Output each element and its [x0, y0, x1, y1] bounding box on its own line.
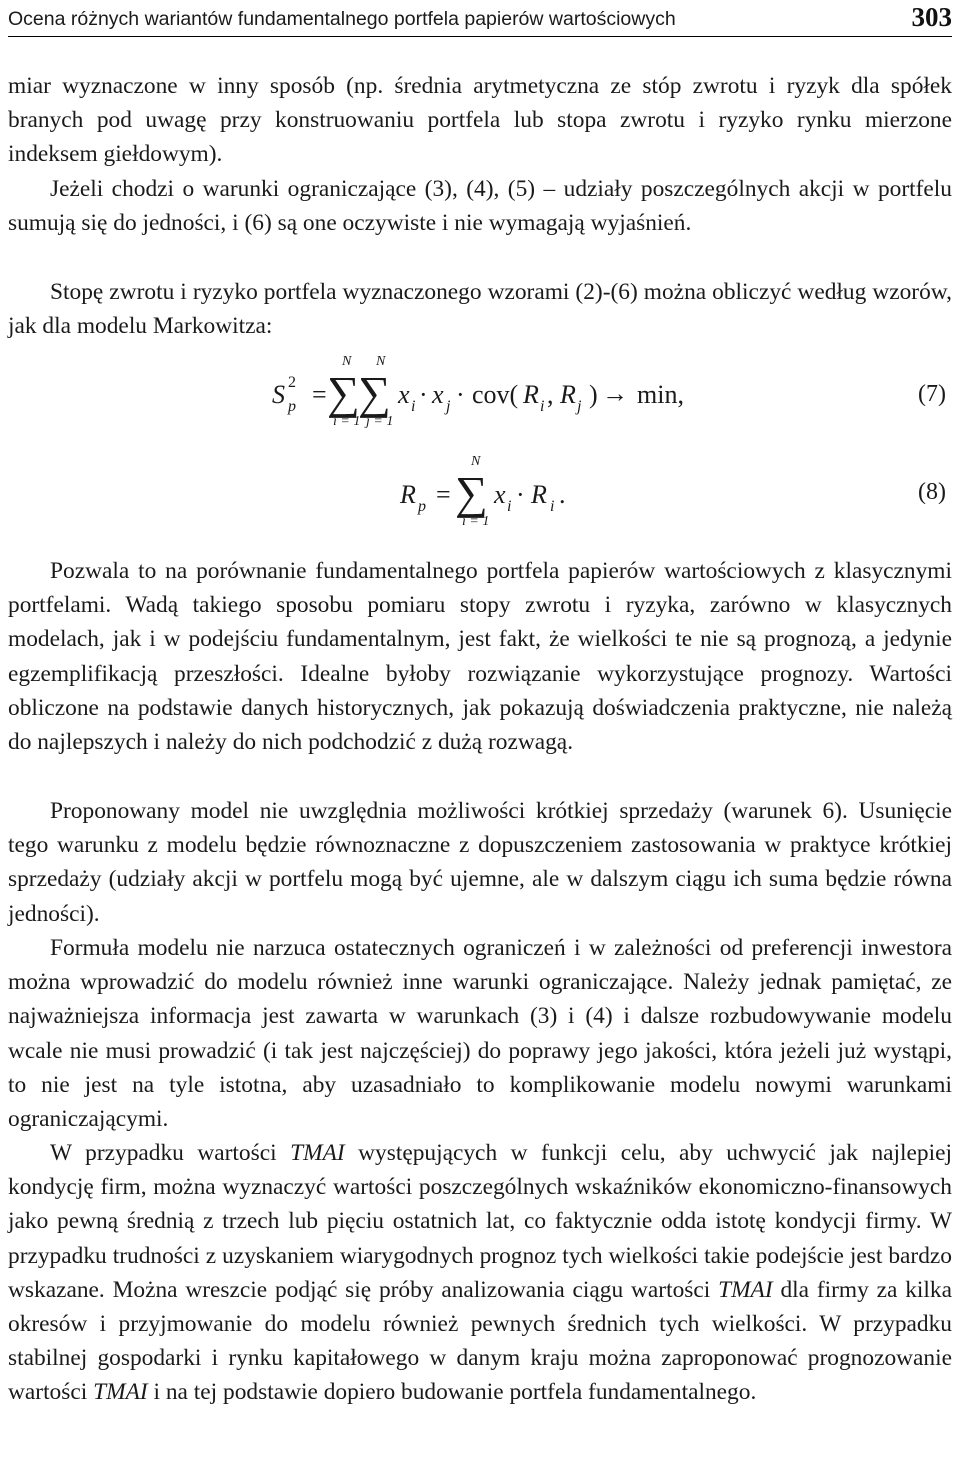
- formula-8-equals: =: [436, 480, 451, 509]
- formula-7-R-i-sub: i: [540, 398, 545, 415]
- paragraph-7-text-b: występujących w funkcji celu, aby uchwycić jak najlepiej kondycję firm, można wyznaczyć wartości poszczególnych wskaźników ekonomiczno-finansowych jako pewną średnią z trzech lub pięciu ostatnich lat, co faktycznie odda istotę kondycji firmy. W przypadku trudności z uzyskaniem wiarygodnych prognoz tych wielkości takie podejście jest bardzo wskazane. Można wreszcie podjąć się próby analizowania ciągu wartości: [8, 1140, 952, 1303]
- running-head: [8, 0, 952, 37]
- formula-8-R: R: [400, 480, 416, 509]
- formula-7-S-sub: p: [288, 398, 296, 415]
- formula-7-R-j-sub: j: [577, 398, 582, 415]
- paragraph-4: Pozwala to na porównanie fundamentalnego portfela papierów wartościowych z klasycznymi portfelami. Wadą takiego sposobu pomiaru stopy zwrotu i ryzyka, zarówno w klasycznych modelach, jak i w podejściu fundamentalnym, jest fakt, że wielkości te nie są prognozą, a jedynie egzemplifikacją przeszłości. Idealne byłoby rozwiązanie wykorzystujące prognozy. Wartości obliczone na podstawie danych historycznych, jak pokazują doświadczenia praktyczne, nie należą do najlepszych i należy do nich podchodzić z dużą rozwagą.: [8, 558, 952, 756]
- paragraph-6: Formuła modelu nie narzuca ostatecznych ograniczeń i w zależności od preferencji inwestora można wprowadzić do modelu również inne warunki ograniczające. Należy jednak pamiętać, ze najważniejsza informacja jest zawarta w warunkach (3) i (4) i dalsze rozbudowywanie modelu wcale nie musi prowadzić (i tak jest najczęściej) do poprawy jego jakości, która jeżeli już wystąpi, to nie jest na tyle istotna, aby uzasadniało to komplikowanie modelu nowymi warunkami ograniczającymi.: [8, 935, 952, 1133]
- paragraph-1: miar wyznaczone w inny sposób (np. średnia arytmetyczna ze stóp zwrotu i ryzyk dla spółek branych pod uwagę przy konstruowaniu portfela lub stopa zwrotu i ryzyko rynku mierzone indeksem giełdowym).: [8, 73, 952, 168]
- formula-8: [0, 452, 960, 542]
- formula-8-x: x: [494, 480, 506, 509]
- paragraph-7: [8, 1136, 952, 1410]
- equation-number-7: (7): [918, 381, 946, 407]
- formula-7-sum1-lower: i = 1: [333, 414, 361, 429]
- running-title: Ocena różnych wariantów fundamentalnego portfela papierów wartościowych: [8, 8, 676, 30]
- formula-7-S: S: [272, 380, 285, 409]
- formula-7-sum2-upper: N: [376, 354, 386, 369]
- page-number: 303: [911, 2, 952, 32]
- tmai-term: TMAI: [93, 1379, 148, 1406]
- formula-8-sum-lower: i = 1: [462, 514, 490, 529]
- formula-7-S-sup: 2: [288, 374, 296, 391]
- formula-7-x-i-sub: i: [411, 398, 416, 415]
- formula-7-cov: cov(: [472, 380, 519, 409]
- formula-8-R-sub: p: [418, 498, 426, 515]
- sum-icon: ∑: [455, 467, 488, 518]
- paragraph-7-text-c: dla firmy za kilka okresów i przyjmowanie do modelu również pewnych średnich tych wielkości. W przypadku stabilnej gospodarki i rynku kapitałowego w danym kraju można zaproponować prognozowanie wartości: [8, 1276, 952, 1406]
- formula-7-comma: ,: [547, 380, 554, 409]
- formula-7-R-j: R: [560, 380, 576, 409]
- sum-icon: ∑: [327, 367, 360, 418]
- formula-7-x-i: x: [398, 380, 410, 409]
- paragraph-7-text-a: W przypadku wartości: [50, 1140, 291, 1166]
- formula-7-sum2-lower: j = 1: [366, 414, 394, 429]
- formula-8-R-i-sub: i: [550, 498, 555, 515]
- tmai-term: TMAI: [290, 1140, 345, 1166]
- sum-icon: ∑: [358, 367, 391, 418]
- formula-8-dot: ·: [516, 480, 525, 509]
- formula-7-x-j: x: [432, 380, 444, 409]
- formula-8-x-sub: i: [507, 498, 512, 515]
- formula-8-period: .: [559, 480, 566, 509]
- paragraph-3: Stopę zwrotu i ryzyko portfela wyznaczonego wzorami (2)-(6) można obliczyć według wzorów, jak dla modelu Markowitza:: [8, 279, 952, 340]
- paragraph-7-text-d: i na tej podstawie dopiero budowanie portfela fundamentalnego.: [147, 1379, 757, 1406]
- formula-7-dot-1: ·: [419, 380, 428, 409]
- arrow-right-icon: →: [602, 379, 628, 408]
- formula-7-dot-2: ·: [456, 380, 465, 409]
- formula-7-x-j-sub: j: [446, 398, 451, 415]
- paragraph-5: Proponowany model nie uwzględnia możliwości krótkiej sprzedaży (warunek 6). Usunięcie tego warunku z modelu będzie równoznaczne z dopuszczeniem zastosowania w praktyce krótkiej sprzedaży (udziały akcji w portfelu mogą być ujemne, ale w dalszym ciągu ich suma będzie równa jedności).: [8, 798, 952, 927]
- paragraph-2: Jeżeli chodzi o warunki ograniczające (3), (4), (5) – udziały poszczególnych akcji w portfelu sumują się do jedności, i (6) są one oczywiste i nie wymagają wyjaśnień.: [8, 176, 952, 237]
- formula-7-R-i: R: [523, 380, 539, 409]
- equation-number-8: (8): [918, 479, 946, 505]
- formula-7-equals: =: [312, 380, 327, 409]
- formula-8-R-i: R: [531, 480, 547, 509]
- tmai-term: TMAI: [718, 1276, 773, 1303]
- formula-7-min: min,: [637, 380, 684, 409]
- formula-7-sum1-upper: N: [342, 354, 352, 369]
- formula-8-sum-upper: N: [471, 454, 481, 469]
- formula-7-close-paren: ): [589, 380, 598, 409]
- formula-7: [0, 352, 960, 442]
